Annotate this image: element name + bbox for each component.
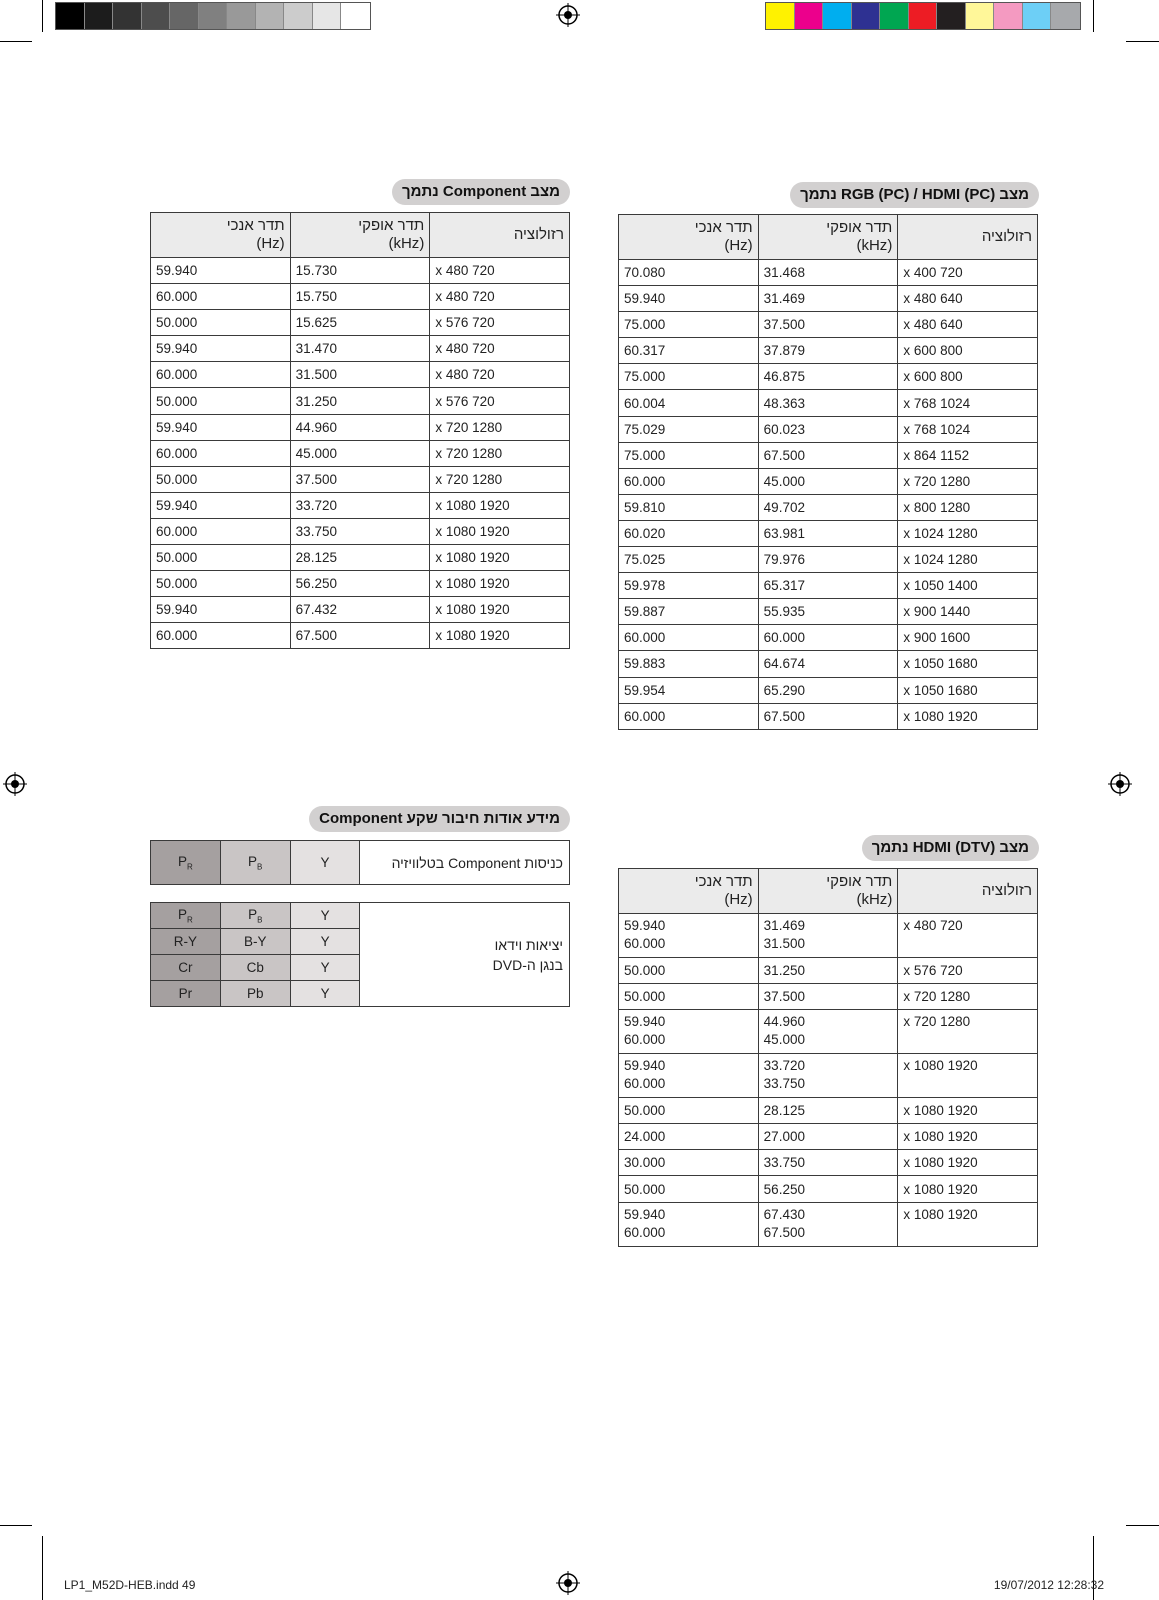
cell-resolution: 1920 x 1080: [898, 703, 1038, 729]
cell-v-freq: 59.940 60.000: [619, 1202, 759, 1246]
cell-resolution: 1280 x 720: [430, 466, 570, 492]
port-pb: $P_B$: [220, 841, 290, 885]
cell-resolution: 720 x 576: [430, 388, 570, 414]
color-swatch: [994, 3, 1023, 29]
table-row: [619, 468, 1038, 494]
cell-v-freq: 59.887: [619, 599, 759, 625]
cell-v-freq: 75.000: [619, 442, 759, 468]
table-row: [619, 442, 1038, 468]
color-swatch: [766, 3, 795, 29]
cell-h-freq: 44.960: [290, 414, 430, 440]
color-swatch: [284, 3, 313, 29]
table-row: [151, 597, 570, 623]
cell-h-freq: 56.250: [758, 1176, 898, 1202]
cell-resolution: 800 x 600: [898, 364, 1038, 390]
cell-v-freq: 60.000: [151, 623, 291, 649]
table-row: [619, 1150, 1038, 1176]
cell-v-freq: 60.000: [151, 362, 291, 388]
table-row: [619, 573, 1038, 599]
crop-mark: [42, 1536, 43, 1600]
color-swatch: [56, 3, 85, 29]
cell-v-freq: 59.940: [151, 492, 291, 518]
cell-v-freq: 60.000: [619, 468, 759, 494]
cell-v-freq: 59.940 60.000: [619, 1054, 759, 1098]
cell-v-freq: 59.978: [619, 573, 759, 599]
cell-h-freq: 67.430 67.500: [758, 1202, 898, 1246]
cell-h-freq: 33.720: [290, 492, 430, 518]
table-row: [151, 440, 570, 466]
dvd-outputs-table: [150, 902, 570, 1007]
cell-h-freq: 31.468: [758, 260, 898, 286]
cell-h-freq: 67.500: [290, 623, 430, 649]
cell-h-freq: 31.469: [758, 286, 898, 312]
color-swatch: [85, 3, 114, 29]
cell-v-freq: 50.000: [151, 571, 291, 597]
cell-v-freq: 50.000: [151, 388, 291, 414]
cell-h-freq: 33.750: [290, 518, 430, 544]
gray-swatch-strip: [55, 2, 371, 30]
cell-resolution: 720 x 576: [430, 310, 570, 336]
table-row: [619, 494, 1038, 520]
color-swatch: [909, 3, 938, 29]
output-pr: $P_R$: [151, 903, 221, 929]
cell-h-freq: 37.500: [290, 466, 430, 492]
footer-date: 19/07/2012 12:28:32: [993, 1578, 1104, 1592]
cell-v-freq: 75.025: [619, 547, 759, 573]
dvd-outputs-label: יציאות וידאו בנגן ה-DVD: [360, 903, 570, 1007]
cell-v-freq: 59.954: [619, 677, 759, 703]
cell-v-freq: 60.000: [151, 518, 291, 544]
output-pb: Pb: [220, 981, 290, 1007]
cell-v-freq: 59.940: [151, 414, 291, 440]
tv-component-ports-table: [150, 840, 570, 885]
cell-h-freq: 49.702: [758, 494, 898, 520]
table-row: [619, 547, 1038, 573]
cell-resolution: 640 x 480: [898, 286, 1038, 312]
output-pr: R-Y: [151, 929, 221, 955]
crop-mark: [0, 41, 32, 42]
pc-mode-title: מצב RGB (PC) / HDMI (PC) נתמך: [790, 182, 1039, 208]
output-y: Y: [290, 981, 360, 1007]
table-row: [151, 284, 570, 310]
cell-v-freq: 70.080: [619, 260, 759, 286]
cell-h-freq: 15.730: [290, 258, 430, 284]
cell-h-freq: 15.750: [290, 284, 430, 310]
cell-v-freq: 59.810: [619, 494, 759, 520]
table-row: [151, 258, 570, 284]
table-row: [619, 1124, 1038, 1150]
crop-mark: [0, 1525, 32, 1526]
header-h-freq: תדר אופקי (kHz): [758, 215, 898, 260]
header-v-freq: תדר אנכי (Hz): [619, 869, 759, 914]
cell-v-freq: 59.940 60.000: [619, 914, 759, 958]
output-pr: Pr: [151, 981, 221, 1007]
cell-v-freq: 50.000: [619, 1098, 759, 1124]
color-swatch: [170, 3, 199, 29]
color-swatch: [227, 3, 256, 29]
cell-h-freq: 37.879: [758, 338, 898, 364]
cell-h-freq: 55.935: [758, 599, 898, 625]
cell-resolution: 1920 x 1080: [430, 518, 570, 544]
cell-h-freq: 31.469 31.500: [758, 914, 898, 958]
cell-v-freq: 59.883: [619, 651, 759, 677]
cell-resolution: 1280 x 1024: [898, 520, 1038, 546]
color-swatch: [1051, 3, 1080, 29]
cell-h-freq: 48.363: [758, 390, 898, 416]
color-swatch: [142, 3, 171, 29]
cell-resolution: 1024 x 768: [898, 390, 1038, 416]
table-row: [619, 677, 1038, 703]
cell-v-freq: 75.029: [619, 416, 759, 442]
output-y: Y: [290, 955, 360, 981]
registration-mark-icon: [3, 772, 27, 796]
component-mode-title: מצב Component נתמך: [392, 179, 570, 205]
crop-mark: [42, 0, 43, 32]
table-row: [619, 312, 1038, 338]
table-row: [151, 903, 570, 929]
color-swatch: [256, 3, 285, 29]
cell-h-freq: 31.470: [290, 336, 430, 362]
cell-v-freq: 59.940: [619, 286, 759, 312]
cell-h-freq: 37.500: [758, 984, 898, 1010]
cell-h-freq: 65.290: [758, 677, 898, 703]
cell-resolution: 1920 x 1080: [430, 492, 570, 518]
cell-h-freq: 56.250: [290, 571, 430, 597]
table-row: [151, 545, 570, 571]
table-row: [151, 310, 570, 336]
table-row: [151, 466, 570, 492]
table-row: [151, 571, 570, 597]
cell-resolution: 1280 x 720: [430, 414, 570, 440]
crop-mark: [1093, 0, 1094, 32]
header-v-freq: תדר אנכי (Hz): [151, 213, 291, 258]
tv-inputs-label: כניסות Component בטלוויזיה: [360, 841, 570, 885]
cell-v-freq: 50.000: [619, 984, 759, 1010]
cell-h-freq: 79.976: [758, 547, 898, 573]
cell-resolution: 1280 x 720: [898, 468, 1038, 494]
cell-h-freq: 67.500: [758, 703, 898, 729]
table-row: [619, 338, 1038, 364]
connection-info-title: מידע אודות חיבור שקע Component: [309, 806, 570, 832]
cell-h-freq: 63.981: [758, 520, 898, 546]
cell-resolution: 1920 x 1080: [898, 1098, 1038, 1124]
cell-resolution: 1920 x 1080: [898, 1054, 1038, 1098]
cell-resolution: 1920 x 1080: [898, 1176, 1038, 1202]
cell-h-freq: 67.500: [758, 442, 898, 468]
color-swatch: [823, 3, 852, 29]
cell-v-freq: 60.004: [619, 390, 759, 416]
cell-resolution: 1280 x 720: [898, 984, 1038, 1010]
color-swatch: [795, 3, 824, 29]
color-swatch: [937, 3, 966, 29]
cell-v-freq: 59.940 60.000: [619, 1010, 759, 1054]
cell-v-freq: 60.000: [151, 284, 291, 310]
registration-mark-icon: [1108, 772, 1132, 796]
table-row: [619, 1202, 1038, 1246]
cell-resolution: 720 x 480: [898, 914, 1038, 958]
footer-file-name: LP1_M52D-HEB.indd 49: [64, 1578, 196, 1592]
cell-v-freq: 50.000: [619, 1176, 759, 1202]
table-row: [619, 520, 1038, 546]
table-row: [151, 388, 570, 414]
color-swatch-strip: [765, 2, 1081, 30]
cell-resolution: 720 x 480: [430, 336, 570, 362]
cell-resolution: 1920 x 1080: [430, 623, 570, 649]
cell-v-freq: 50.000: [151, 545, 291, 571]
table-row: [151, 492, 570, 518]
cell-resolution: 1440 x 900: [898, 599, 1038, 625]
cell-h-freq: 60.000: [758, 625, 898, 651]
output-y: Y: [290, 929, 360, 955]
cell-h-freq: 31.250: [758, 958, 898, 984]
table-row: [619, 260, 1038, 286]
registration-mark-icon: [556, 1571, 580, 1595]
cell-resolution: 1920 x 1080: [430, 571, 570, 597]
output-pb: $P_B$: [220, 903, 290, 929]
cell-h-freq: 28.125: [290, 545, 430, 571]
color-swatch: [880, 3, 909, 29]
cell-resolution: 1280 x 720: [430, 440, 570, 466]
cell-v-freq: 60.000: [619, 625, 759, 651]
cell-v-freq: 60.317: [619, 338, 759, 364]
crop-mark: [1126, 1525, 1159, 1526]
header-h-freq: תדר אופקי (kHz): [758, 869, 898, 914]
cell-resolution: 1920 x 1080: [430, 597, 570, 623]
cell-h-freq: 46.875: [758, 364, 898, 390]
cell-v-freq: 60.000: [151, 440, 291, 466]
table-row: [151, 362, 570, 388]
cell-v-freq: 75.000: [619, 364, 759, 390]
color-swatch: [313, 3, 342, 29]
header-resolution: רזולוציה: [898, 869, 1038, 914]
color-swatch: [1023, 3, 1052, 29]
output-pb: Cb: [220, 955, 290, 981]
cell-resolution: 1280 x 720: [898, 1010, 1038, 1054]
cell-resolution: 720 x 480: [430, 362, 570, 388]
cell-v-freq: 50.000: [151, 310, 291, 336]
cell-h-freq: 65.317: [758, 573, 898, 599]
cell-v-freq: 50.000: [619, 958, 759, 984]
output-pr: Cr: [151, 955, 221, 981]
cell-resolution: 640 x 480: [898, 312, 1038, 338]
header-v-freq: תדר אנכי (Hz): [619, 215, 759, 260]
cell-h-freq: 31.250: [290, 388, 430, 414]
cell-resolution: 1152 x 864: [898, 442, 1038, 468]
dtv-mode-title: מצב HDMI (DTV) נתמך: [862, 835, 1039, 861]
table-row: [619, 286, 1038, 312]
cell-h-freq: 45.000: [290, 440, 430, 466]
table-row: [151, 518, 570, 544]
color-swatch: [966, 3, 995, 29]
color-swatch: [113, 3, 142, 29]
component-mode-table: [150, 212, 570, 649]
color-swatch: [341, 3, 370, 29]
cell-resolution: 1680 x 1050: [898, 677, 1038, 703]
table-row: [619, 364, 1038, 390]
color-swatch: [199, 3, 228, 29]
cell-v-freq: 50.000: [151, 466, 291, 492]
cell-h-freq: 64.674: [758, 651, 898, 677]
table-row: [619, 416, 1038, 442]
cell-h-freq: 33.720 33.750: [758, 1054, 898, 1098]
table-row: [151, 414, 570, 440]
port-y: Y: [290, 841, 360, 885]
table-row: [619, 599, 1038, 625]
cell-resolution: 720 x 576: [898, 958, 1038, 984]
cell-h-freq: 45.000: [758, 468, 898, 494]
table-row: [619, 1010, 1038, 1054]
table-row: [619, 703, 1038, 729]
table-row: [619, 1054, 1038, 1098]
cell-resolution: 1680 x 1050: [898, 651, 1038, 677]
dtv-mode-table: [618, 868, 1038, 1247]
cell-resolution: 1024 x 768: [898, 416, 1038, 442]
cell-resolution: 1280 x 1024: [898, 547, 1038, 573]
cell-h-freq: 60.023: [758, 416, 898, 442]
port-pr: $P_R$: [151, 841, 221, 885]
cell-h-freq: 27.000: [758, 1124, 898, 1150]
cell-v-freq: 59.940: [151, 258, 291, 284]
cell-resolution: 720 x 480: [430, 284, 570, 310]
output-pb: B-Y: [220, 929, 290, 955]
table-row: [619, 651, 1038, 677]
cell-resolution: 1400 x 1050: [898, 573, 1038, 599]
table-row: [619, 1176, 1038, 1202]
cell-v-freq: 60.000: [619, 703, 759, 729]
crop-mark: [1126, 41, 1159, 42]
table-row: [619, 1098, 1038, 1124]
pc-mode-table: [618, 214, 1038, 730]
output-y: Y: [290, 903, 360, 929]
cell-v-freq: 24.000: [619, 1124, 759, 1150]
cell-resolution: 1920 x 1080: [898, 1202, 1038, 1246]
cell-h-freq: 67.432: [290, 597, 430, 623]
cell-v-freq: 60.020: [619, 520, 759, 546]
cell-resolution: 1920 x 1080: [898, 1150, 1038, 1176]
header-resolution: רזולוציה: [430, 213, 570, 258]
cell-resolution: 1280 x 800: [898, 494, 1038, 520]
table-row: [619, 914, 1038, 958]
cell-h-freq: 31.500: [290, 362, 430, 388]
table-row: [619, 390, 1038, 416]
cell-v-freq: 59.940: [151, 597, 291, 623]
header-h-freq: תדר אופקי (kHz): [290, 213, 430, 258]
cell-v-freq: 75.000: [619, 312, 759, 338]
cell-h-freq: 37.500: [758, 312, 898, 338]
registration-mark-icon: [556, 3, 580, 27]
cell-h-freq: 44.960 45.000: [758, 1010, 898, 1054]
table-row: [151, 336, 570, 362]
cell-resolution: 1600 x 900: [898, 625, 1038, 651]
cell-h-freq: 28.125: [758, 1098, 898, 1124]
cell-resolution: 1920 x 1080: [898, 1124, 1038, 1150]
color-swatch: [852, 3, 881, 29]
table-row: [619, 984, 1038, 1010]
header-resolution: רזולוציה: [898, 215, 1038, 260]
cell-resolution: 720 x 480: [430, 258, 570, 284]
cell-h-freq: 33.750: [758, 1150, 898, 1176]
table-row: [151, 623, 570, 649]
cell-h-freq: 15.625: [290, 310, 430, 336]
table-row: [619, 625, 1038, 651]
cell-resolution: 1920 x 1080: [430, 545, 570, 571]
cell-resolution: 720 x 400: [898, 260, 1038, 286]
cell-v-freq: 30.000: [619, 1150, 759, 1176]
cell-resolution: 800 x 600: [898, 338, 1038, 364]
table-row: [619, 958, 1038, 984]
cell-v-freq: 59.940: [151, 336, 291, 362]
